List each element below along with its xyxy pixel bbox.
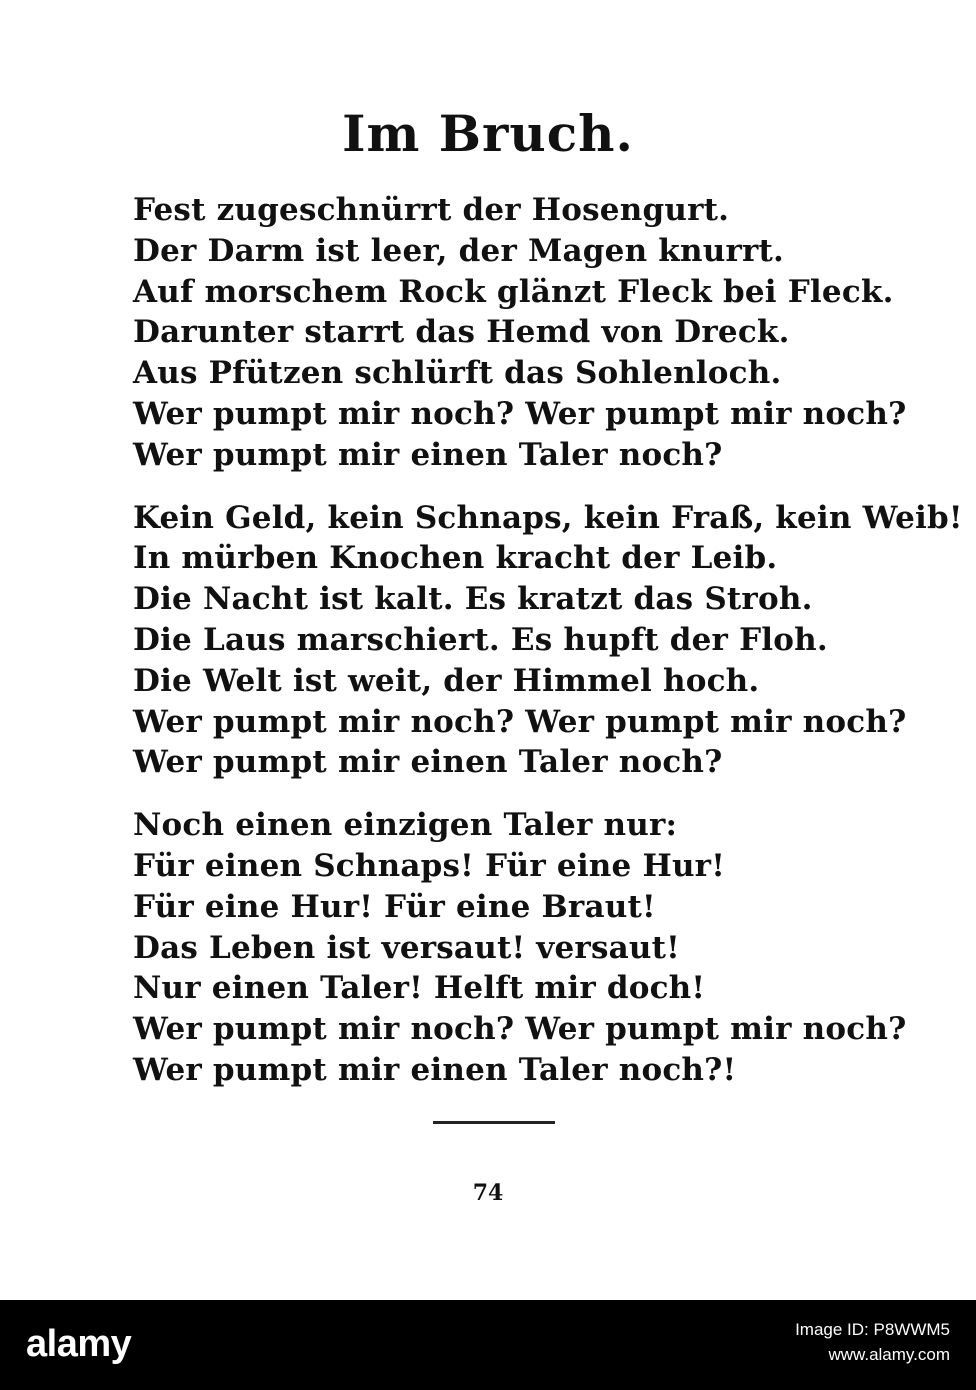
poem-line: Aus Pfützen schlürft das Sohlenloch. [133, 355, 782, 392]
stanza-3 [133, 805, 933, 1091]
poem-line: Wer pumpt mir noch? Wer pumpt mir noch? [133, 703, 907, 740]
end-rule-divider [433, 1121, 555, 1124]
stanza-1 [133, 190, 933, 476]
page-number: 74 [472, 1180, 504, 1206]
poem-line: Wer pumpt mir einen Taler noch?! [133, 1051, 737, 1088]
poem-line: Auf morschem Rock glänzt Fleck bei Fleck. [133, 273, 894, 310]
poem-line: Darunter starrt das Hemd von Dreck. [133, 314, 790, 351]
poem-line: Noch einen einzigen Taler nur: [133, 807, 678, 844]
poem-line: Die Laus marschiert. Es hupft der Floh. [133, 621, 828, 658]
poem-line: In mürben Knochen kracht der Leib. [133, 540, 778, 577]
site-url: www.alamy.com [828, 1345, 950, 1364]
stock-footer-bar [0, 1300, 976, 1390]
poem-title: Im Bruch. [342, 104, 634, 163]
poem-line: Wer pumpt mir einen Taler noch? [133, 436, 723, 473]
poem-line: Für eine Hur! Für eine Braut! [133, 888, 656, 925]
poem-line: Wer pumpt mir noch? Wer pumpt mir noch? [133, 1011, 907, 1048]
poem-line: Nur einen Taler! Helft mir doch! [133, 970, 706, 1007]
poem-line: Der Darm ist leer, der Magen knurrt. [133, 232, 785, 269]
poem-line: Die Nacht ist kalt. Es kratzt das Stroh. [133, 581, 813, 618]
poem-line: Die Welt ist weit, der Himmel hoch. [133, 662, 760, 699]
poem-line: Fest zugeschnürrt der Hosengurt. [133, 192, 730, 228]
poem-line: Wer pumpt mir einen Taler noch? [133, 744, 723, 781]
poem-line: Für einen Schnaps! Für eine Hur! [133, 847, 726, 884]
poem-line: Das Leben ist versaut! versaut! [133, 929, 680, 966]
poem-line: Wer pumpt mir noch? Wer pumpt mir noch? [133, 395, 907, 432]
poem-line: Kein Geld, kein Schnaps, kein Fraß, kein Weib! [133, 499, 963, 536]
alamy-logo: alamy [26, 1323, 132, 1365]
image-id-label: Image ID: P8WWM5 [795, 1320, 950, 1339]
poem-body [133, 190, 963, 1113]
stanza-2 [133, 498, 963, 784]
footer-info [795, 1318, 950, 1368]
